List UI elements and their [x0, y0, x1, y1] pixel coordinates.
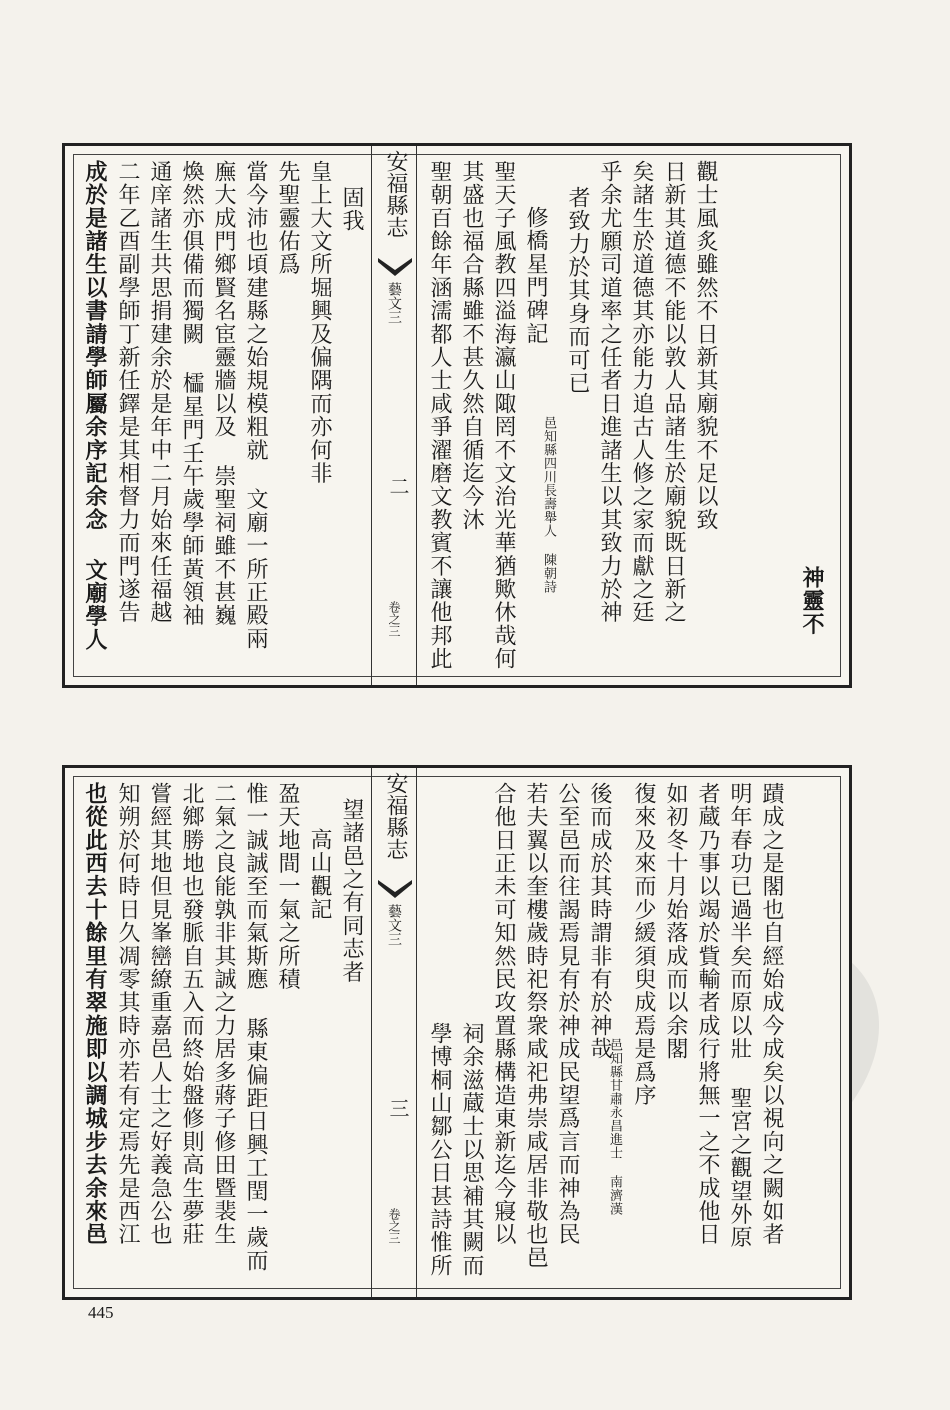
text-column: 其盛也福合縣雖不甚久然自循迄今沐	[459, 160, 484, 532]
text-column: 者蔵乃事以竭於貲輸者成行將無一之不成他日	[695, 782, 720, 1246]
book-title: 安福縣志	[383, 772, 408, 860]
text-column: 廡大成門鄉賢名宦靈牆以及 崇聖祠雖不甚巍	[211, 160, 236, 627]
fish-tail-mark-icon	[378, 258, 412, 276]
text-column: 乎余尤願司道率之任者日進諸生以其致力於神	[597, 160, 622, 624]
text-column: 煥然亦俱備而獨闕 櫺星門壬午歲學師黃領袖	[179, 160, 204, 627]
text-column: 二年乙酉副學師丁新任鐸是其相督力而門遂告	[115, 160, 140, 624]
text-column: 復來及來而少緩須臾成焉是爲序	[631, 782, 656, 1107]
text-column: 明年春功已過半矣而原以壯 聖宮之觀望外原	[727, 782, 752, 1249]
text-column: 固我	[339, 186, 364, 233]
text-column: 惟一誠誠至而氣斯應 縣東偏距日興工閏一歲而	[243, 782, 268, 1273]
center-fold	[371, 146, 417, 685]
text-column: 成於是諸生以書請學師屬余序記余念 文廟學人	[82, 160, 108, 652]
folio-number: 二	[386, 476, 410, 496]
section-label: 藝文三	[386, 282, 402, 324]
text-column: 嘗經其地但見峯巒繚重嘉邑人士之好義急公也	[147, 782, 172, 1246]
text-column: 皇上大文所堀興及偏隅而亦何非	[307, 160, 332, 485]
text-column: 蹟成之是閣也自經始成今成矣以視向之闕如者	[759, 782, 784, 1246]
text-column: 聖朝百餘年涵濡都人士咸爭濯磨文教賓不讓他邦此	[427, 160, 452, 671]
text-column: 後而成於其時謂非有於神哉	[587, 782, 612, 1061]
essay-title: 高山觀記	[307, 828, 332, 921]
volume-ref: 卷之三	[387, 1208, 401, 1244]
section-label: 藝文三	[386, 904, 402, 946]
text-column: 聖天子風教四溢海瀛山陬罔不文治光華猶歟休哉何	[491, 160, 516, 671]
text-column: 神靈不	[799, 566, 825, 636]
center-fold	[371, 768, 417, 1297]
fish-tail-mark-icon	[378, 880, 412, 898]
text-column: 觀士風炙雖然不日新其廟貌不足以致	[693, 160, 718, 532]
text-column: 也從此西去十餘里有翠施即以調城步去余來邑	[82, 782, 108, 1246]
text-column: 若夫翼以奎樓歲時祀祭衆咸祀弗崇咸居非敬也邑	[523, 782, 548, 1270]
text-column: 矣諸生於道德其亦能力追古人修之家而獻之廷	[629, 160, 654, 624]
bottom-page-block	[62, 765, 852, 1300]
author-line: 邑知縣四川長壽舉人 陳朝詩	[541, 416, 556, 594]
book-title: 安福縣志	[383, 150, 408, 238]
text-column: 者致力於其身而可已	[565, 186, 590, 395]
text-column: 學博桐山鄒公日甚詩惟所	[427, 1022, 452, 1278]
volume-ref: 卷之三	[387, 601, 401, 637]
text-column: 望諸邑之有同志者	[339, 798, 364, 984]
text-column: 知朔於何時日久凋零其時亦若有定焉先是西江	[115, 782, 140, 1246]
author-line: 邑知縣甘肅永昌進士 南濟漢	[607, 1038, 622, 1216]
essay-title: 修橋星門碑記	[523, 206, 548, 346]
text-column: 盈天地間一氣之所積	[275, 782, 300, 991]
text-column: 如初冬十月始落成而以余閣	[663, 782, 688, 1061]
text-column: 通庠諸生共思捐建余於是年中二月始來任福越	[147, 160, 172, 624]
text-column: 祠余滋蔵士以思補其闕而	[459, 1022, 484, 1278]
text-column: 北鄉勝地也發脈自五入而終始盤修則高生夢莊	[179, 782, 204, 1246]
text-column: 合他日正未可知然民攻置縣構造東新迄今寢以	[491, 782, 516, 1246]
text-column: 公至邑而往謁焉見有於神成民望爲言而神為民	[555, 782, 580, 1246]
folio-number: 三	[386, 1098, 410, 1118]
top-page-block	[62, 143, 852, 688]
text-column: 當今沛也頃建縣之始規模粗就 文廟一所正殿兩	[243, 160, 268, 651]
text-column: 日新其道德不能以敦人品諸生於廟貌既日新之	[661, 160, 686, 624]
text-column: 二氣之良能孰非其誠之力居多蔣子修田暨裴生	[211, 782, 236, 1246]
text-column: 先聖靈佑爲	[275, 160, 300, 276]
page-number: 445	[88, 1303, 114, 1322]
